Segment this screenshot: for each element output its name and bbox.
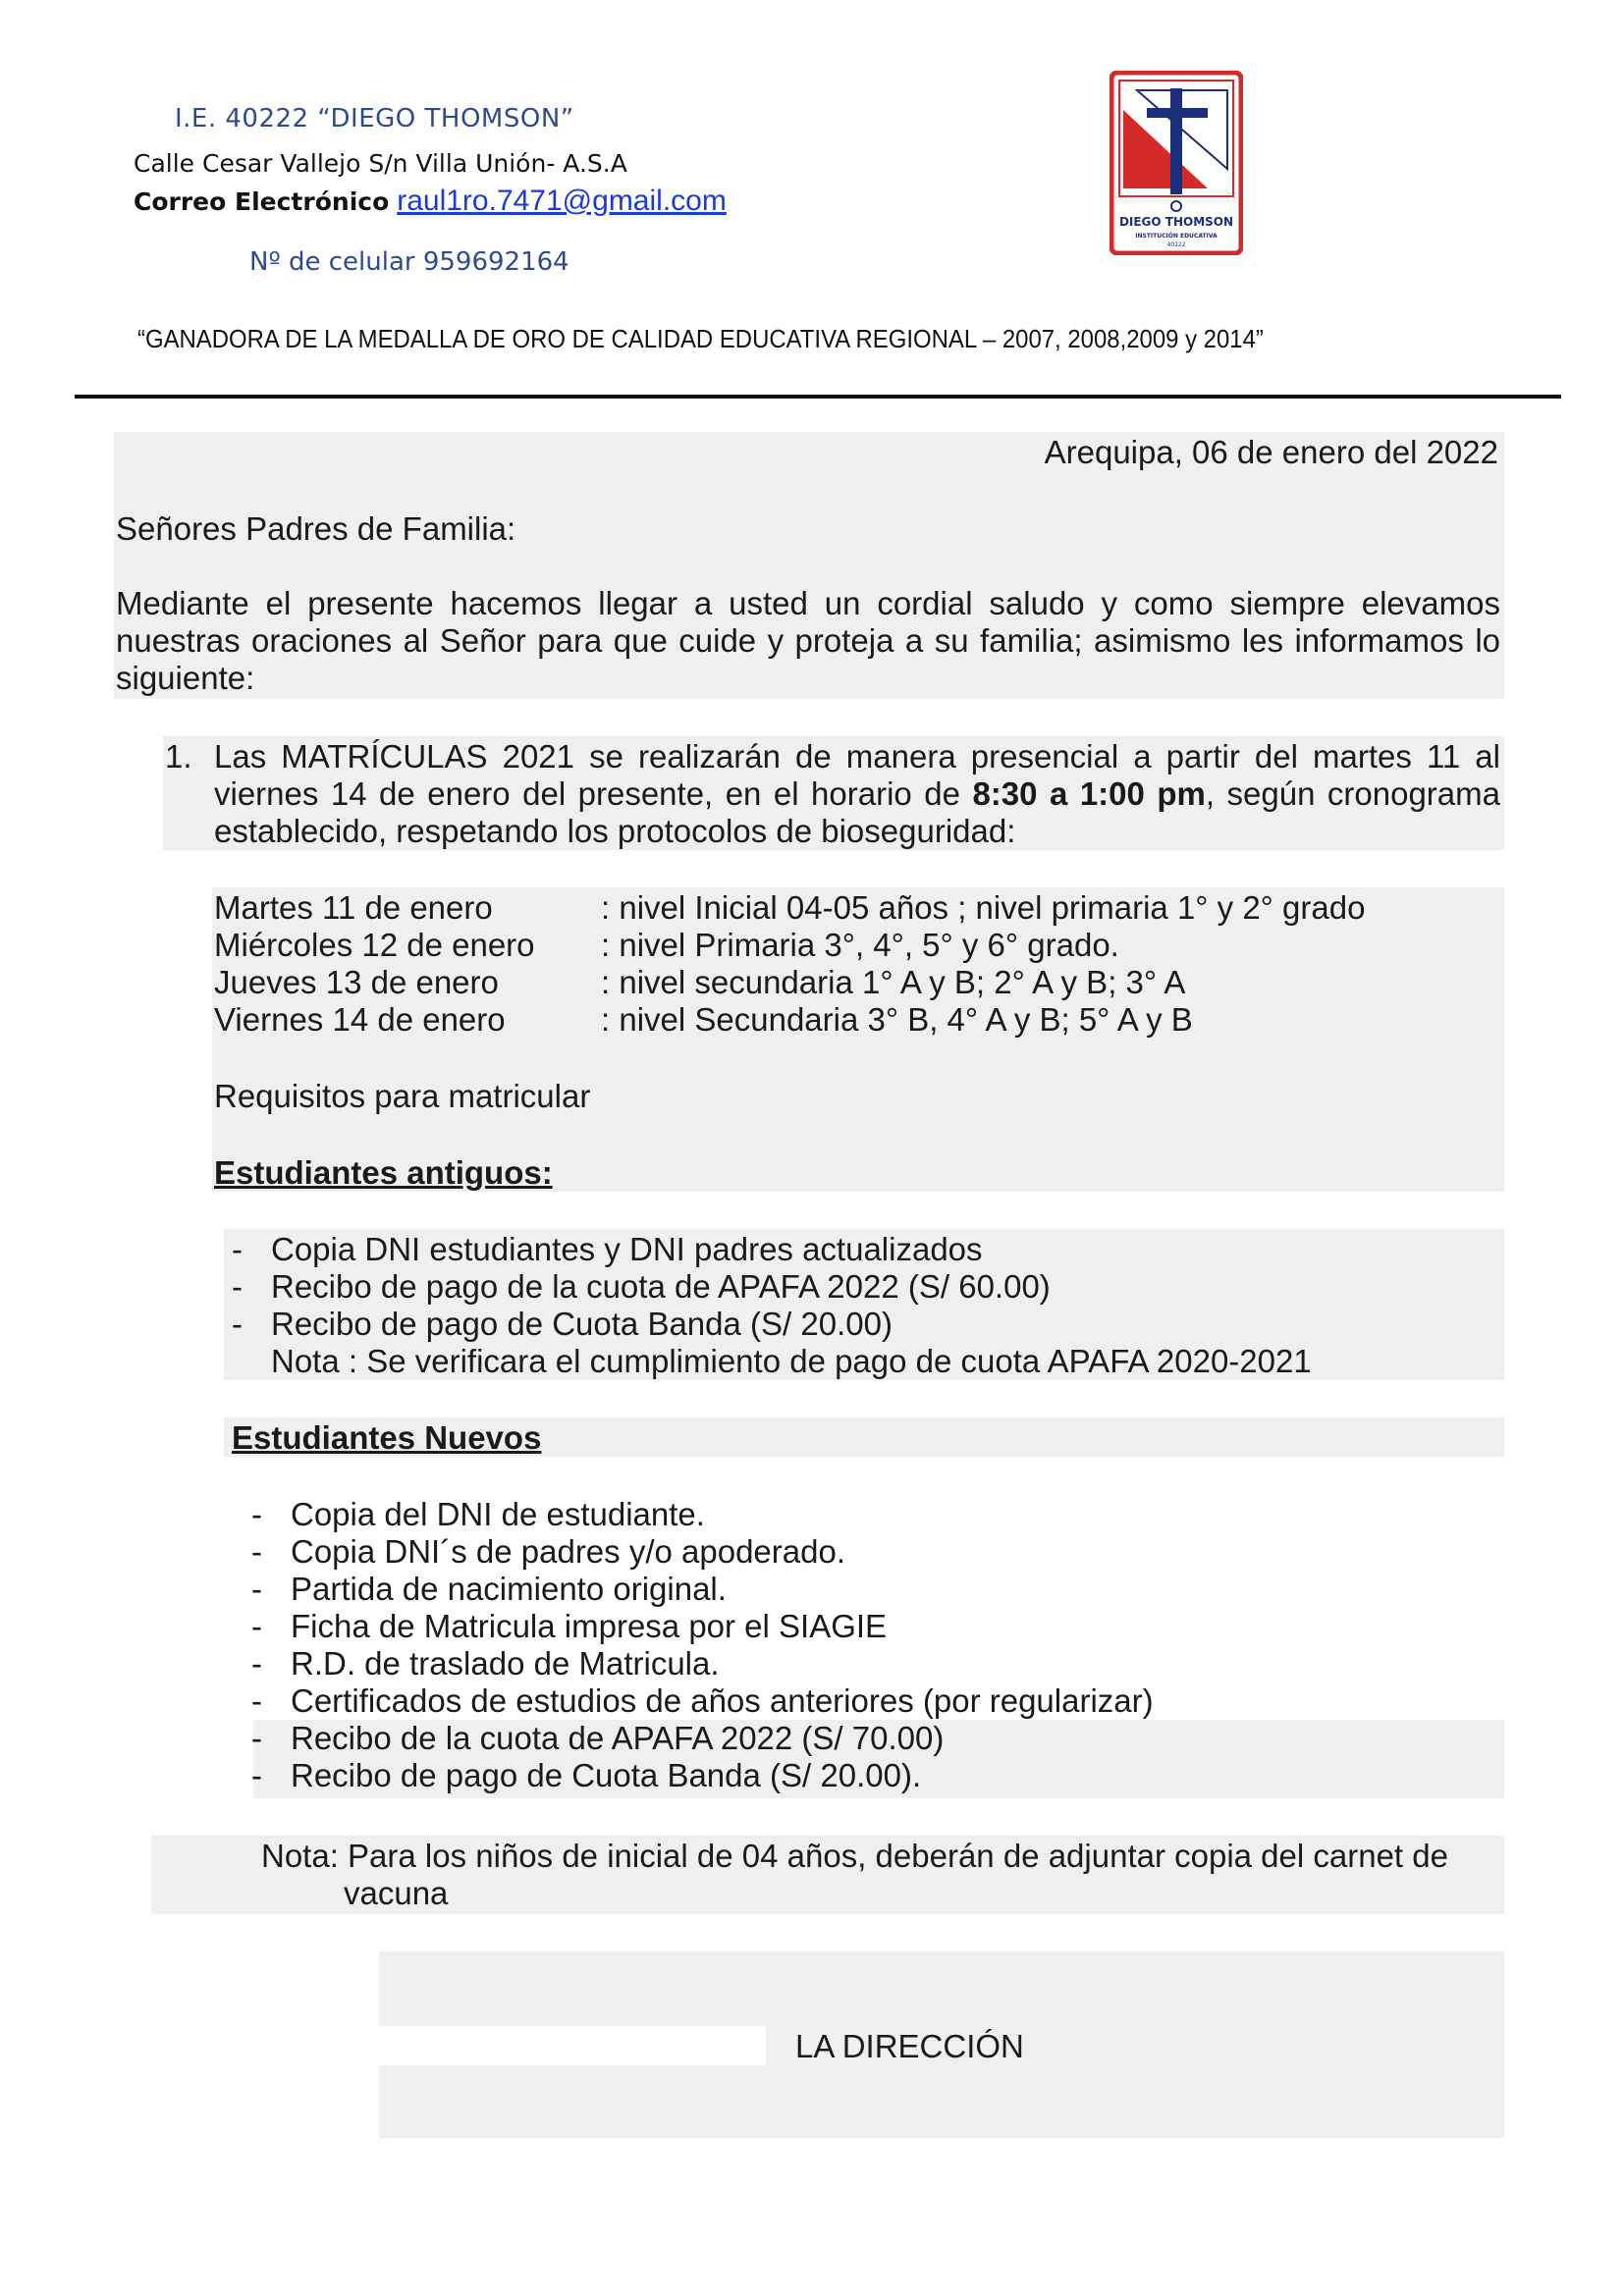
new-requirement: Ficha de Matricula impresa por el SIAGIE <box>291 1608 888 1644</box>
bullet-dash: - <box>232 1268 243 1305</box>
item-time: 8:30 a 1:00 pm <box>972 775 1206 812</box>
bullet-dash: - <box>251 1682 262 1719</box>
new-requirement: Certificados de estudios de años anteriores (por regularizar) <box>291 1682 1154 1719</box>
new-requirement: Copia del DNI de estudiante. <box>291 1496 705 1532</box>
bullet-dash: - <box>251 1496 262 1532</box>
item-text-end: , según cronograma establecido, respetando los protocolos de bioseguridad: <box>214 775 1500 849</box>
bullet-dash: - <box>232 1306 243 1342</box>
new-students-title: Estudiantes Nuevos <box>232 1419 542 1456</box>
bullet-dash: - <box>251 1608 262 1644</box>
schedule-day: Viernes 14 de enero <box>214 1001 506 1038</box>
school-motto: “GANADORA DE LA MEDALLA DE ORO DE CALIDAD EDUCATIVA REGIONAL – 2007, 2008,2009 y 2014” <box>137 324 1264 353</box>
bullet-dash: - <box>232 1231 243 1267</box>
final-note-line1: Nota: Para los niños de inicial de 04 años, deberán de adjuntar copia del carnet de <box>261 1838 1448 1874</box>
new-requirement: Recibo de pago de Cuota Banda (S/ 20.00). <box>291 1757 922 1793</box>
school-name: I.E. 40222 “DIEGO THOMSON” <box>175 104 574 133</box>
new-requirement: Copia DNI´s de padres y/o apoderado. <box>291 1533 845 1570</box>
old-students-title: Estudiantes antiguos: <box>214 1154 553 1191</box>
logo-subtext: INSTITUCIÓN EDUCATIVA <box>1135 233 1218 240</box>
schedule-detail: : nivel secundaria 1° A y B; 2° A y B; 3° A <box>601 964 1186 1000</box>
old-requirement: Copia DNI estudiantes y DNI padres actualizados <box>271 1231 983 1267</box>
old-note: Nota : Se verificara el cumplimiento de pago de cuota APAFA 2020-2021 <box>271 1343 1312 1379</box>
salutation: Señores Padres de Familia: <box>116 510 516 547</box>
intro-paragraph: Mediante el presente hacemos llegar a usted un cordial saludo y como siempre elevamos nuestras oraciones al Señor para que cuide y proteja a su familia; asimismo les informamos lo siguiente: <box>116 585 1500 696</box>
schedule-detail: : nivel Inicial 04-05 años ; nivel primaria 1° y 2° grado <box>601 889 1366 926</box>
email-link[interactable]: raul1ro.7471@gmail.com <box>397 185 727 217</box>
bullet-dash: - <box>251 1645 262 1682</box>
new-requirement: R.D. de traslado de Matricula. <box>291 1645 720 1682</box>
schedule-day: Jueves 13 de enero <box>214 964 499 1000</box>
letter-date: Arequipa, 06 de enero del 2022 <box>1044 434 1498 470</box>
item-number: 1. <box>165 738 192 774</box>
requirements-title: Requisitos para matricular <box>214 1078 591 1114</box>
email-label: Correo Electrónico <box>134 187 390 216</box>
item-paragraph <box>214 738 1500 850</box>
schedule-day: Miércoles 12 de enero <box>214 927 535 963</box>
item-text-start: Las MATRÍCULAS 2021 se realizarán de manera presencial a partir del martes 11 al viernes 14 de enero del presente, en el horario de <box>214 738 1500 812</box>
phone-line: Nº de celular 959692164 <box>249 247 569 277</box>
header-divider <box>75 395 1561 399</box>
logo-text: DIEGO THOMSON <box>1118 215 1234 229</box>
bullet-dash: - <box>251 1571 262 1607</box>
new-requirement: Partida de nacimiento original. <box>291 1571 727 1607</box>
signature: LA DIRECCIÓN <box>795 2028 1024 2064</box>
signature-line-gap <box>379 2026 766 2065</box>
bullet-dash: - <box>251 1757 262 1793</box>
schedule-detail: : nivel Secundaria 3° B, 4° A y B; 5° A y B <box>601 1001 1193 1038</box>
bullet-dash: - <box>251 1533 262 1570</box>
schedule-day: Martes 11 de enero <box>214 889 493 926</box>
school-logo-icon <box>1110 71 1243 255</box>
schedule-detail: : nivel Primaria 3°, 4°, 5° y 6° grado. <box>601 927 1119 963</box>
old-requirement: Recibo de pago de Cuota Banda (S/ 20.00) <box>271 1306 893 1342</box>
logo-number: 40222 <box>1166 241 1186 248</box>
final-note-line2: vacuna <box>344 1875 449 1911</box>
school-address: Calle Cesar Vallejo S/n Villa Unión- A.S.A <box>134 149 627 178</box>
old-requirement: Recibo de pago de la cuota de APAFA 2022 (S/ 60.00) <box>271 1268 1051 1305</box>
bullet-dash: - <box>251 1720 262 1756</box>
email-line <box>134 185 727 218</box>
new-requirement: Recibo de la cuota de APAFA 2022 (S/ 70.00) <box>291 1720 945 1756</box>
